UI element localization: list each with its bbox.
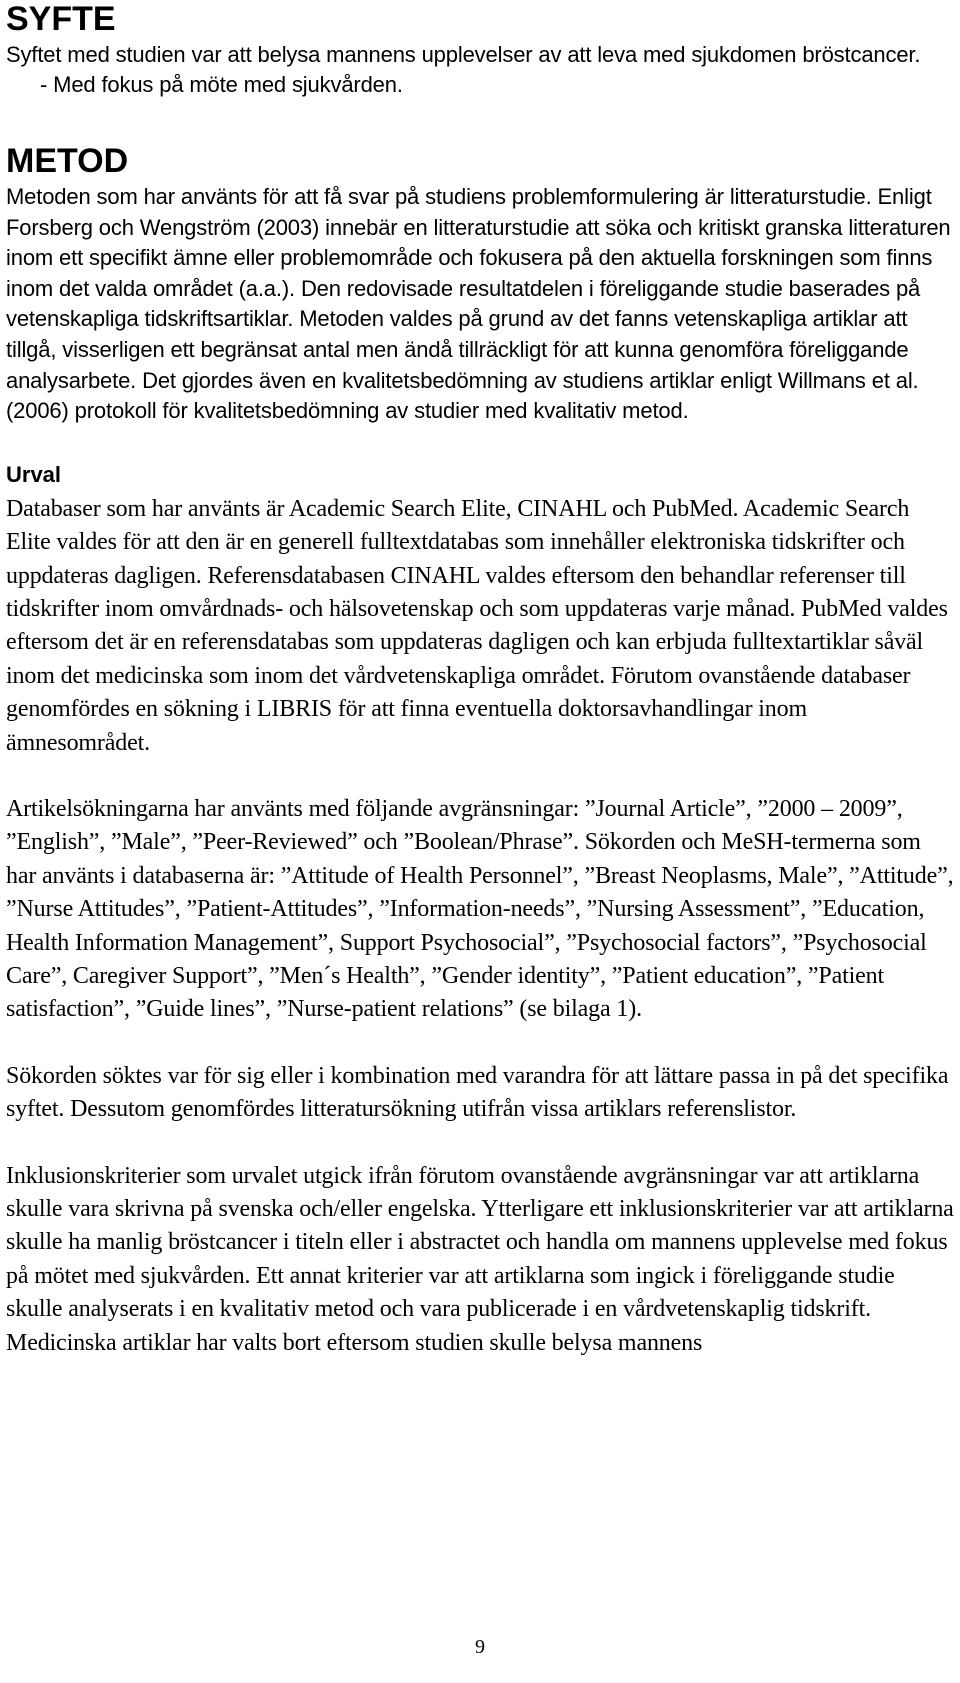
metod-heading: METOD <box>6 142 129 180</box>
urval-paragraph-3: Sökorden söktes var för sig eller i kombination med varandra för att lättare passa in på det specifika syftet. Dessutom genomfördes litteratursökning utifrån vissa artiklars referenslistor. <box>6 1062 949 1123</box>
page-number: 9 <box>475 1636 485 1658</box>
urval-paragraph-1: Databaser som har använts är Academic Search Elite, CINAHL och PubMed. Academic Search Elite valdes för att den är en generell fulltextdatabas som innehåller elektroniska tidskrifter och uppdateras dagligen. Referensdatabasen CINAHL valdes eftersom den behandlar referenser till tidskrifter inom omvårdnads- och hälsovetenskap och som uppdateras varje månad. PubMed valdes eftersom det är en referensdatabas som uppdateras dagligen och kan erbjuda fulltextartiklar såväl inom det medicinska som inom det vårdvetenskapliga området. Förutom ovanstående databaser genomfördes en sökning i LIBRIS för att finna eventuella doktorsavhandlingar inom ämnesområdet. <box>6 495 948 756</box>
metod-text: Metoden som har använts för att få svar på studiens problemformulering är litteraturstudie. Enligt Forsberg och Wengström (2003) innebär en litteraturstudie att söka och kritiskt granska litteraturen inom ett specifikt ämne eller problemområde och fokusera på den aktuella forskningen som finns inom det valda området (a.a.). Den redovisade resultatdelen i föreliggande studie baserades på vetenskapliga tidskriftsartiklar. Metoden valdes på grund av det fanns vetenskapliga artiklar att tillgå, visserligen ett begränsat antal men ändå tillräckligt för att kunna genomföra föreliggande analysarbete. Det gjordes även en kvalitetsbedömning av studiens artiklar enligt Willmans et al. (2006) protokoll för kvalitetsbedömning av studier med kvalitativ metod. <box>6 184 951 424</box>
syfte-text: Syftet med studien var att belysa mannens upplevelser av att leva med sjukdomen bröstcancer. <box>6 42 921 67</box>
document-page <box>6 0 956 1360</box>
syfte-bullet: - Med fokus på möte med sjukvården. <box>40 72 403 97</box>
urval-paragraph-4: Inklusionskriterier som urvalet utgick ifrån förutom ovanstående avgränsningar var att artiklarna skulle vara skrivna på svenska och/eller engelska. Ytterligare ett inklusionskriterier var att artiklarna skulle ha manlig bröstcancer i titeln eller i abstractet och handla om mannens upplevelse med fokus på mötet med sjukvården. Ett annat kriterier var att artiklarna som ingick i föreliggande studie skulle analyserats i en kvalitativ metod och vara publicerade i en vårdvetenskaplig tidskrift. Medicinska artiklar har valts bort eftersom studien skulle belysa mannens <box>6 1162 954 1356</box>
syfte-heading: SYFTE <box>6 0 116 38</box>
urval-paragraph-2: Artikelsökningarna har använts med följande avgränsningar: ”Journal Article”, ”2000 – 2009”, ”English”, ”Male”, ”Peer-Reviewed” och ”Boolean/Phrase”. Sökorden och MeSH-termerna som har använts i databaserna är: ”Attitude of Health Personnel”, ”Breast Neoplasms, Male”, ”Attitude”, ”Nurse Attitudes”, ”Patient-Attitudes”, ”Information-needs”, ”Nursing Assessment”, ”Education, Health Information Management”, Support Psychosocial”, ”Psychosocial factors”, ”Psychosocial Care”, Caregiver Support”, ”Men´s Health”, ”Gender identity”, ”Patient education”, ”Patient satisfaction”, ”Guide lines”, ”Nurse-patient relations” (se bilaga 1). <box>6 796 954 1023</box>
urval-heading: Urval <box>6 461 62 487</box>
